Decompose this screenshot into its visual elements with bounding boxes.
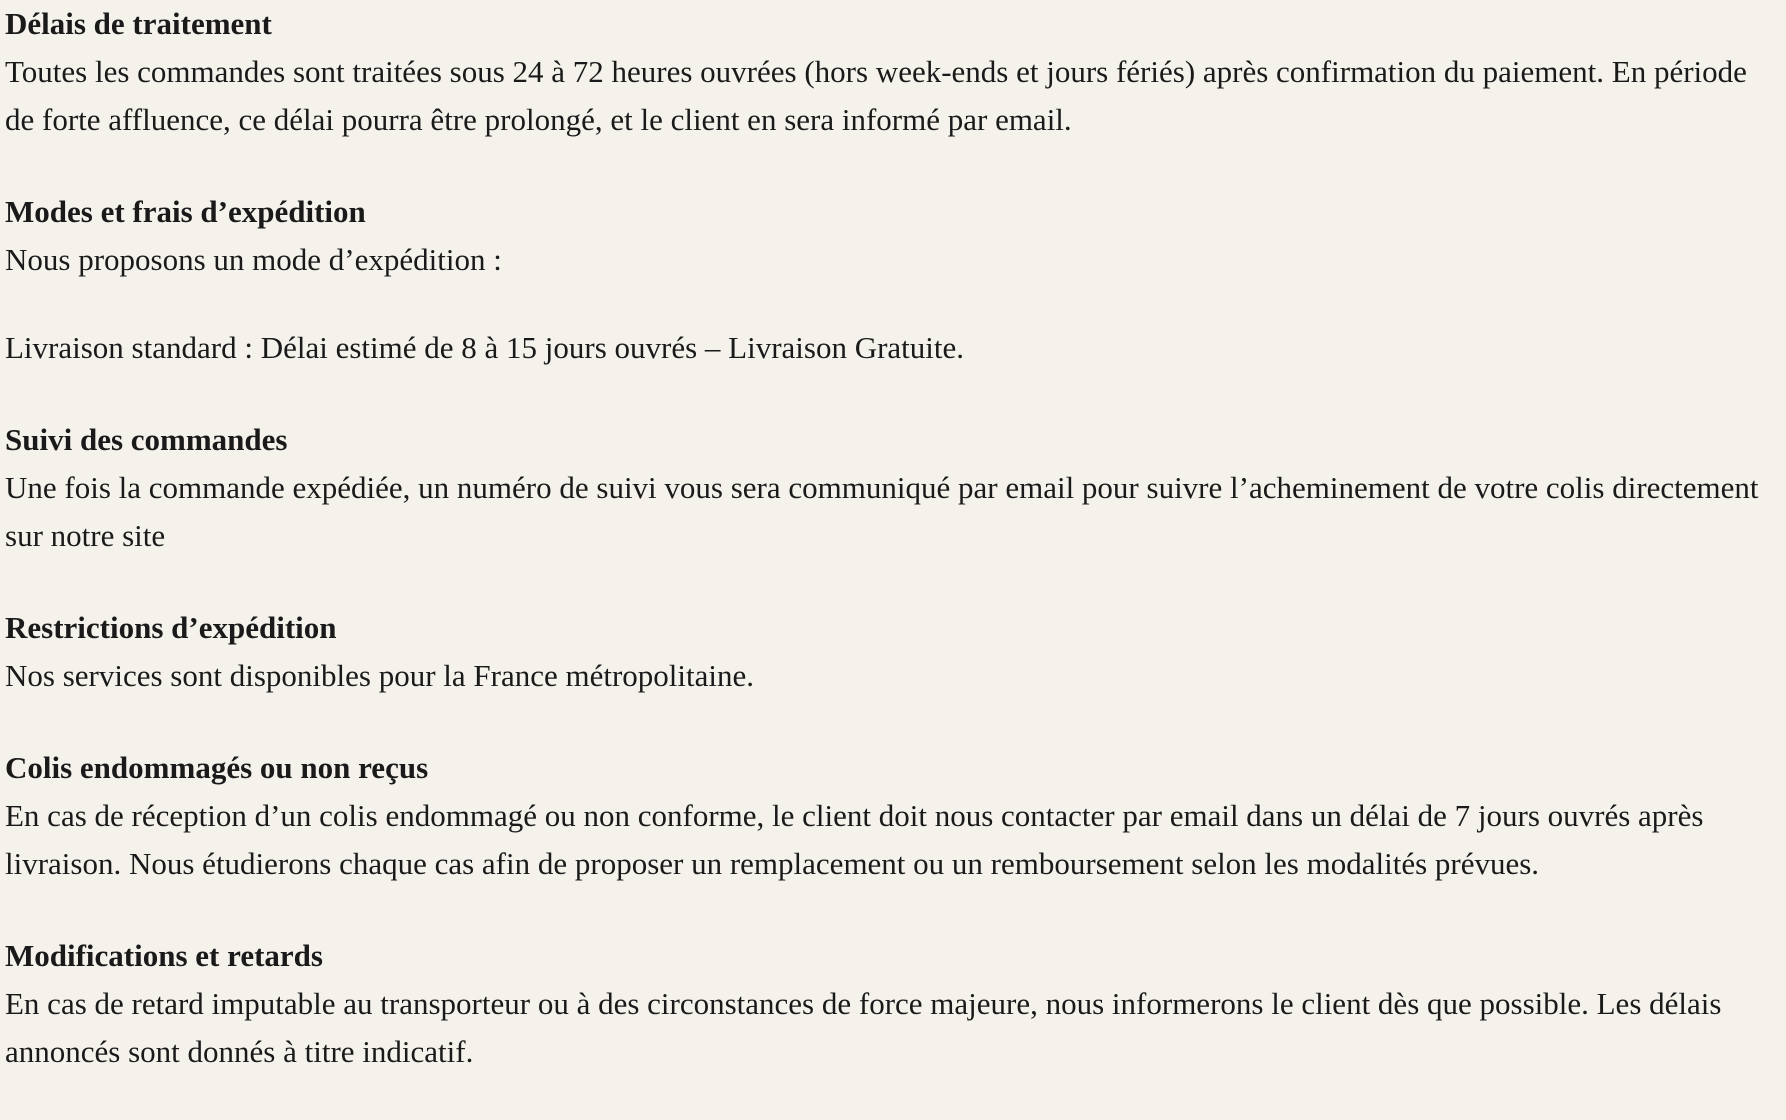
- section-processing-time: [5, 0, 1781, 144]
- section-heading: Modes et frais d’expédition: [5, 194, 366, 229]
- section-heading: Délais de traitement: [5, 6, 272, 41]
- section-paragraph: En cas de réception d’un colis endommagé ou non conforme, le client doit nous contacter par email dans un délai de 7 jours ouvrés après livraison. Nous étudierons chaque cas afin de proposer un remplacement ou un remboursement selon les modalités prévues.: [5, 798, 1704, 881]
- section-paragraph: Nous proposons un mode d’expédition :: [5, 242, 502, 277]
- section-heading: Modifications et retards: [5, 938, 323, 973]
- section-damaged-parcels: [5, 744, 1781, 888]
- section-heading: Restrictions d’expédition: [5, 610, 337, 645]
- section-paragraph: Nos services sont disponibles pour la France métropolitaine.: [5, 658, 755, 693]
- section-paragraph: Toutes les commandes sont traitées sous 24 à 72 heures ouvrées (hors week-ends et jours fériés) après confirmation du paiement. En période de forte affluence, ce délai pourra être prolongé, et le client en sera informé par email.: [5, 54, 1747, 137]
- section-changes-delays: [5, 932, 1781, 1076]
- section-order-tracking: [5, 416, 1781, 560]
- shipping-policy-content: [5, 0, 1781, 1120]
- section-paragraph: En cas de retard imputable au transporteur ou à des circonstances de force majeure, nous informerons le client dès que possible. Les délais annoncés sont donnés à titre indicatif.: [5, 986, 1722, 1069]
- section-shipping-restrictions: [5, 604, 1781, 700]
- section-paragraph: Livraison standard : Délai estimé de 8 à 15 jours ouvrés – Livraison Gratuite.: [5, 330, 965, 365]
- section-heading: Suivi des commandes: [5, 422, 288, 457]
- section-shipping-methods: [5, 188, 1781, 372]
- section-heading: Colis endommagés ou non reçus: [5, 750, 429, 785]
- section-paragraph: Une fois la commande expédiée, un numéro de suivi vous sera communiqué par email pour suivre l’acheminement de votre colis directement sur notre site: [5, 470, 1759, 553]
